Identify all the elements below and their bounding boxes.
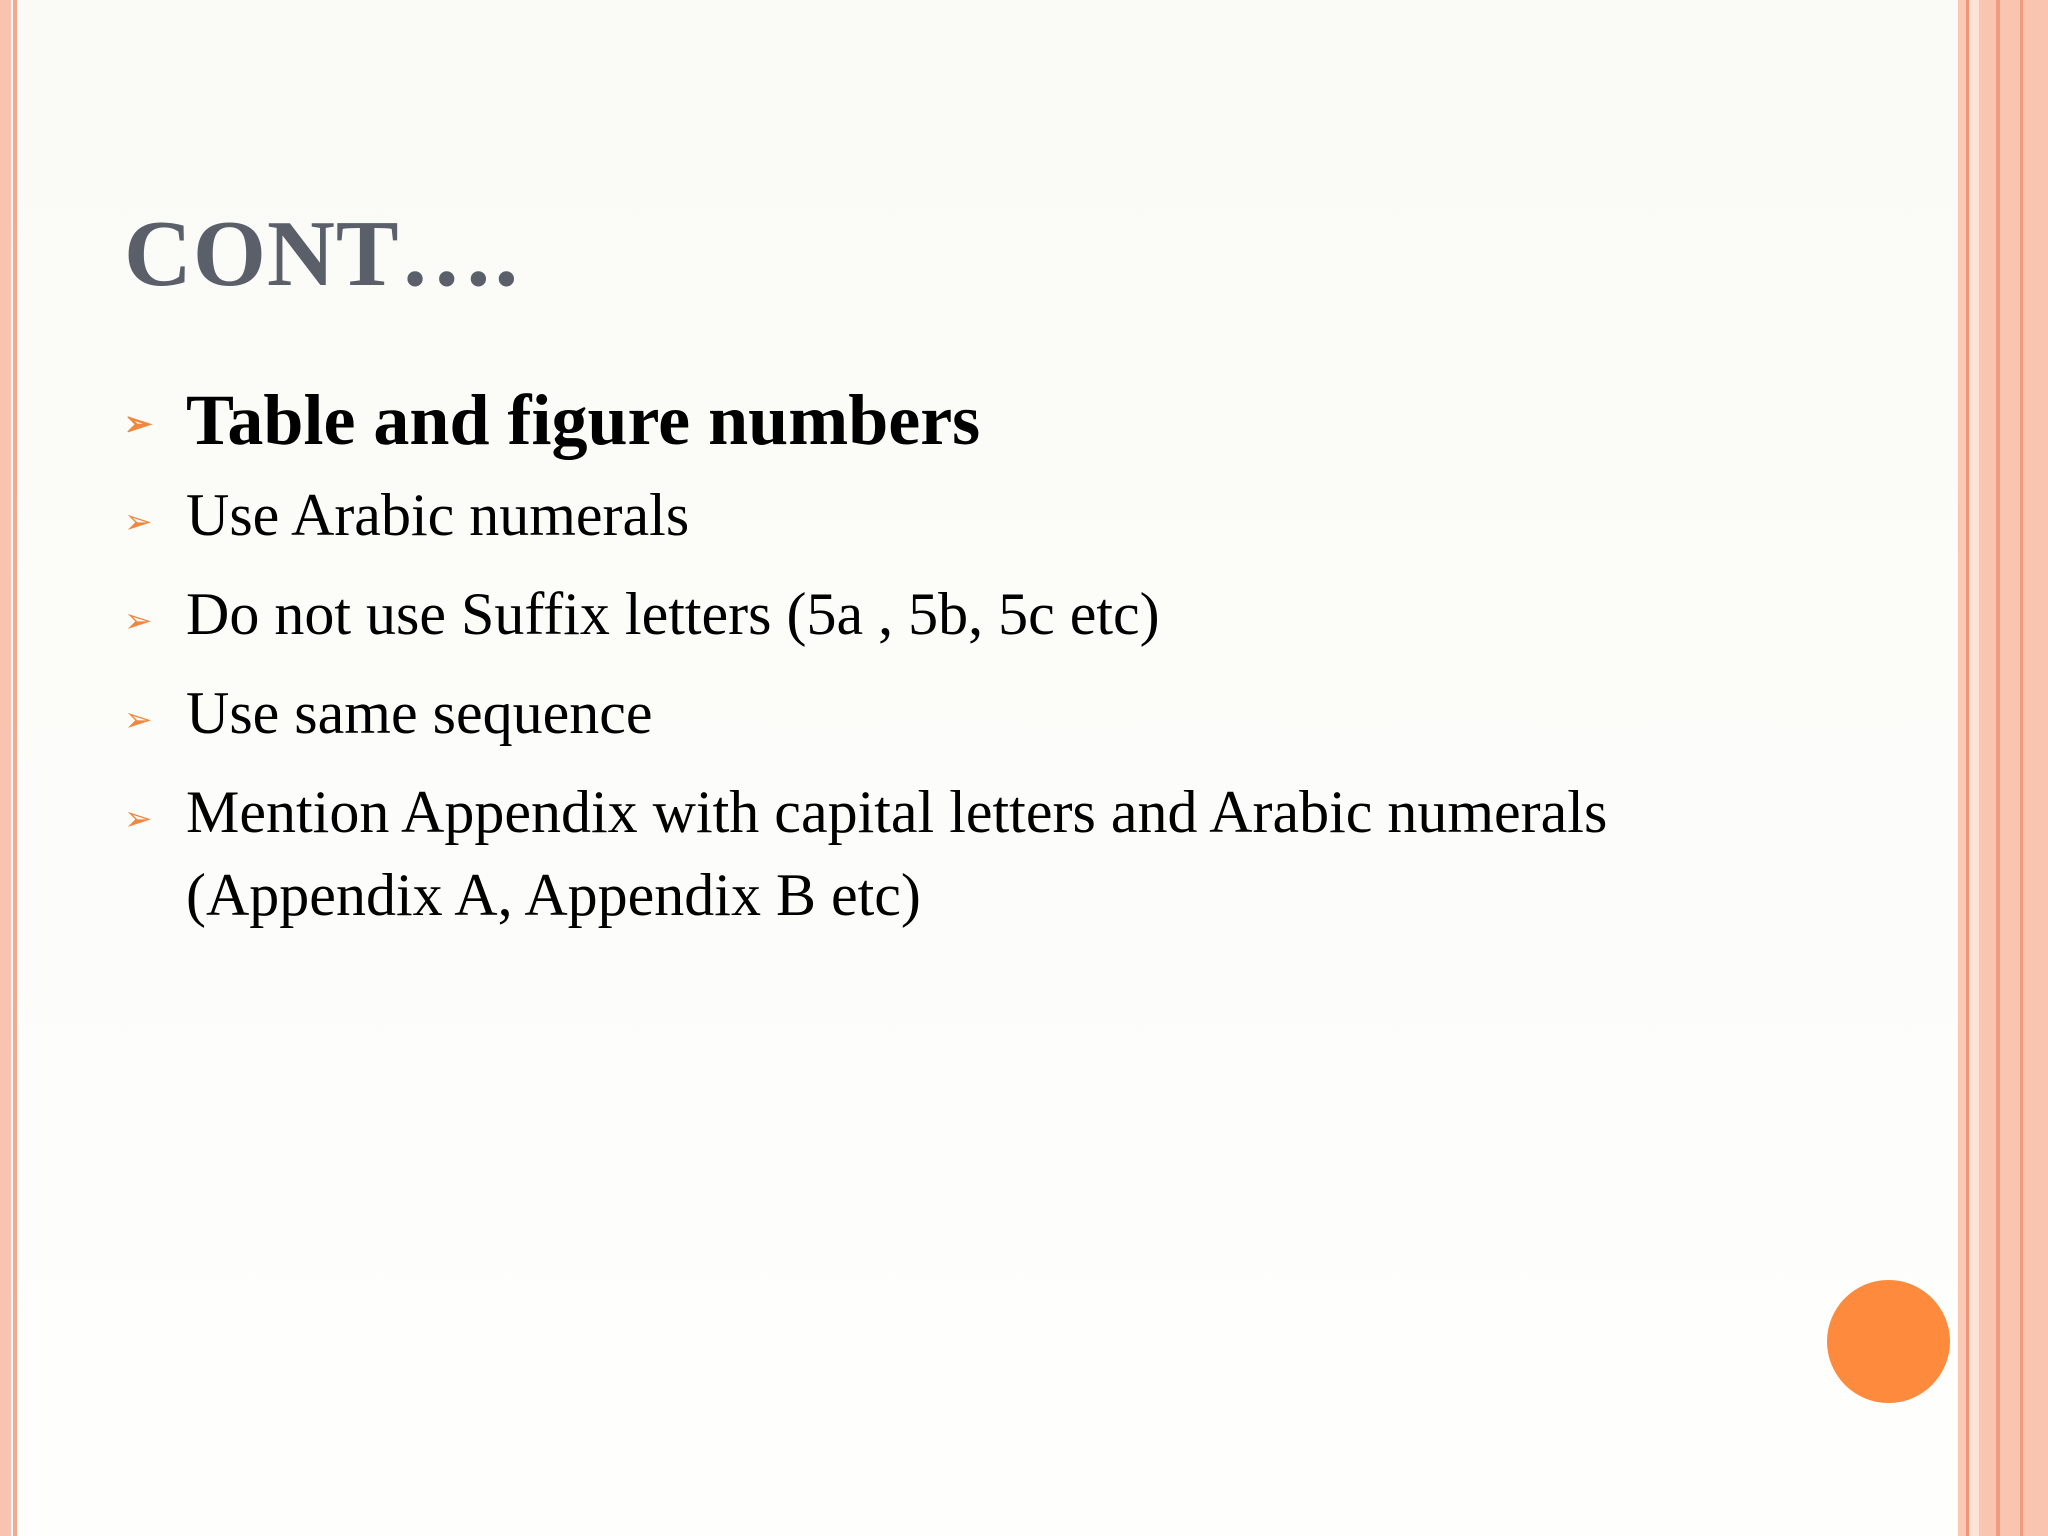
right-border-stripe bbox=[1958, 0, 1966, 1536]
orange-arrowhead-icon: ➢ bbox=[124, 406, 153, 443]
bullet-item-arabic-numerals bbox=[124, 474, 1644, 557]
bullet-text: Do not use Suffix letters (5a , 5b, 5c etc) bbox=[186, 581, 1160, 647]
right-border-stripe bbox=[1996, 0, 2000, 1536]
orange-arrowhead-icon: ➢ bbox=[124, 702, 153, 739]
right-border-stripe bbox=[1969, 0, 1979, 1536]
slide-title: CONT…. bbox=[124, 202, 520, 306]
orange-arrowhead-icon: ➢ bbox=[124, 603, 153, 640]
orange-arrowhead-icon: ➢ bbox=[124, 504, 153, 541]
left-border-line bbox=[13, 0, 17, 1536]
bullet-item-suffix-letters bbox=[124, 573, 1644, 656]
orange-arrowhead-icon: ➢ bbox=[124, 801, 153, 838]
right-border-stripe bbox=[2020, 0, 2023, 1536]
orange-accent-circle bbox=[1827, 1280, 1950, 1403]
bullet-item-appendix bbox=[124, 771, 1644, 937]
bullet-text: Use Arabic numerals bbox=[186, 482, 690, 548]
left-border-band bbox=[0, 0, 11, 1536]
bullet-text: Use same sequence bbox=[186, 680, 653, 746]
bullet-text: Table and figure numbers bbox=[186, 380, 981, 460]
bullet-text: Mention Appendix with capital letters and Arabic numerals (Appendix A, Appendix B etc) bbox=[186, 779, 1608, 928]
bullet-list bbox=[124, 372, 1644, 953]
right-border-band bbox=[1979, 0, 2048, 1536]
bullet-item-same-sequence bbox=[124, 672, 1644, 755]
bullet-item-table-figure-numbers bbox=[124, 372, 1644, 468]
